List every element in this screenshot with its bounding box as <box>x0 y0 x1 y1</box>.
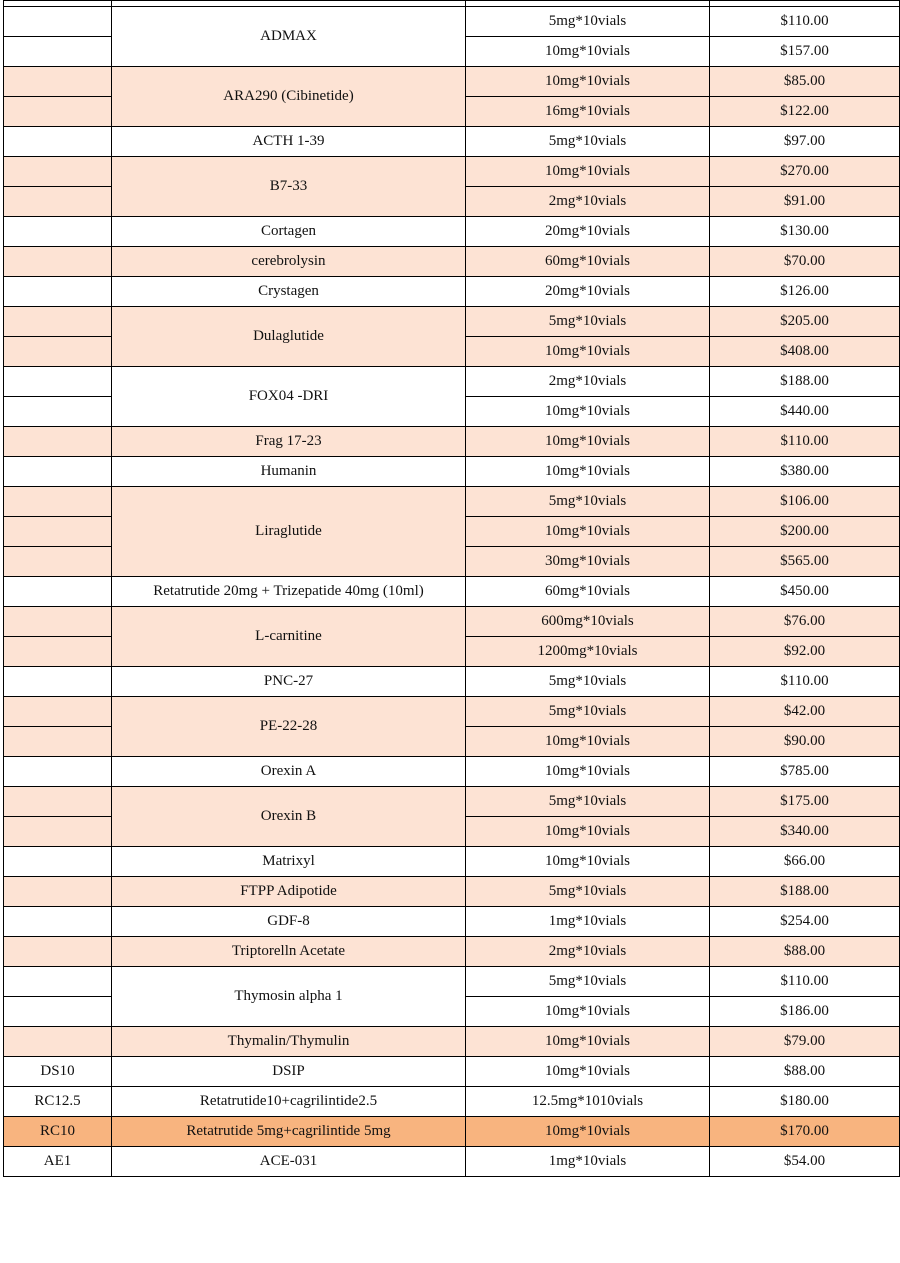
product-code-cell: DS10 <box>4 1057 112 1087</box>
table-row <box>4 217 900 247</box>
table-row <box>4 907 900 937</box>
product-code-cell <box>4 757 112 787</box>
spec-cell: 2mg*10vials <box>466 187 710 217</box>
price-cell: $42.00 <box>710 697 900 727</box>
product-name-cell: ACTH 1-39 <box>112 127 466 157</box>
product-name-cell: Liraglutide <box>112 487 466 577</box>
product-code-cell <box>4 817 112 847</box>
price-cell: $175.00 <box>710 787 900 817</box>
table-row <box>4 427 900 457</box>
product-name-cell: cerebrolysin <box>112 247 466 277</box>
product-code-cell <box>4 7 112 37</box>
price-cell: $110.00 <box>710 427 900 457</box>
product-code-cell <box>4 367 112 397</box>
spec-cell: 10mg*10vials <box>466 727 710 757</box>
product-code-cell <box>4 307 112 337</box>
product-code-cell <box>4 547 112 577</box>
spec-cell: 20mg*10vials <box>466 217 710 247</box>
spec-cell: 1200mg*10vials <box>466 637 710 667</box>
spec-cell: 1mg*10vials <box>466 907 710 937</box>
table-row <box>4 487 900 517</box>
spec-cell: 2mg*10vials <box>466 367 710 397</box>
price-cell: $340.00 <box>710 817 900 847</box>
product-name-cell: FOX04 -DRI <box>112 367 466 427</box>
price-cell: $92.00 <box>710 637 900 667</box>
price-cell: $270.00 <box>710 157 900 187</box>
product-code-cell <box>4 577 112 607</box>
product-name-cell: PE-22-28 <box>112 697 466 757</box>
product-name-cell: Thymalin/Thymulin <box>112 1027 466 1057</box>
spec-cell: 1mg*10vials <box>466 1147 710 1177</box>
product-name-cell: GDF-8 <box>112 907 466 937</box>
price-cell: $200.00 <box>710 517 900 547</box>
product-name-cell: Orexin A <box>112 757 466 787</box>
product-code-cell <box>4 427 112 457</box>
product-code-cell <box>4 487 112 517</box>
product-name-cell: Crystagen <box>112 277 466 307</box>
price-cell: $97.00 <box>710 127 900 157</box>
product-name-cell: Retatrutide10+cagrilintide2.5 <box>112 1087 466 1117</box>
product-code-cell <box>4 607 112 637</box>
spec-cell: 5mg*10vials <box>466 307 710 337</box>
spec-cell: 5mg*10vials <box>466 487 710 517</box>
spec-cell: 5mg*10vials <box>466 667 710 697</box>
product-name-cell: Dulaglutide <box>112 307 466 367</box>
price-cell: $186.00 <box>710 997 900 1027</box>
price-cell: $254.00 <box>710 907 900 937</box>
product-code-cell: RC12.5 <box>4 1087 112 1117</box>
spec-cell: 5mg*10vials <box>466 697 710 727</box>
price-cell: $110.00 <box>710 967 900 997</box>
spec-cell: 10mg*10vials <box>466 337 710 367</box>
product-code-cell <box>4 997 112 1027</box>
price-cell: $188.00 <box>710 877 900 907</box>
product-code-cell <box>4 697 112 727</box>
product-name-cell: Humanin <box>112 457 466 487</box>
product-code-cell <box>4 1027 112 1057</box>
price-cell: $106.00 <box>710 487 900 517</box>
spec-cell: 10mg*10vials <box>466 427 710 457</box>
table-row <box>4 697 900 727</box>
spec-cell: 10mg*10vials <box>466 997 710 1027</box>
table-row <box>4 847 900 877</box>
price-cell: $205.00 <box>710 307 900 337</box>
table-row <box>4 1057 900 1087</box>
price-cell: $66.00 <box>710 847 900 877</box>
spec-cell: 2mg*10vials <box>466 937 710 967</box>
table-row <box>4 1087 900 1117</box>
table-row <box>4 247 900 277</box>
price-table <box>3 0 900 1177</box>
product-name-cell: B7-33 <box>112 157 466 217</box>
price-cell: $126.00 <box>710 277 900 307</box>
price-cell: $85.00 <box>710 67 900 97</box>
product-code-cell <box>4 517 112 547</box>
product-name-cell: Retatrutide 5mg+cagrilintide 5mg <box>112 1117 466 1147</box>
table-row <box>4 667 900 697</box>
table-row <box>4 757 900 787</box>
spec-cell: 10mg*10vials <box>466 1117 710 1147</box>
table-row <box>4 277 900 307</box>
product-name-cell: Frag 17-23 <box>112 427 466 457</box>
product-code-cell <box>4 277 112 307</box>
spec-cell: 10mg*10vials <box>466 397 710 427</box>
price-cell: $79.00 <box>710 1027 900 1057</box>
product-code-cell <box>4 157 112 187</box>
price-cell: $110.00 <box>710 7 900 37</box>
table-row <box>4 877 900 907</box>
product-code-cell <box>4 247 112 277</box>
price-cell: $90.00 <box>710 727 900 757</box>
price-cell: $170.00 <box>710 1117 900 1147</box>
price-cell: $157.00 <box>710 37 900 67</box>
spec-cell: 5mg*10vials <box>466 787 710 817</box>
table-row <box>4 937 900 967</box>
spec-cell: 60mg*10vials <box>466 247 710 277</box>
product-code-cell <box>4 397 112 427</box>
product-code-cell <box>4 187 112 217</box>
spec-cell: 10mg*10vials <box>466 67 710 97</box>
spec-cell: 5mg*10vials <box>466 127 710 157</box>
spec-cell: 12.5mg*1010vials <box>466 1087 710 1117</box>
spec-cell: 10mg*10vials <box>466 817 710 847</box>
product-name-cell: Cortagen <box>112 217 466 247</box>
price-cell: $122.00 <box>710 97 900 127</box>
price-cell: $565.00 <box>710 547 900 577</box>
spec-cell: 16mg*10vials <box>466 97 710 127</box>
product-name-cell: PNC-27 <box>112 667 466 697</box>
price-cell: $76.00 <box>710 607 900 637</box>
price-cell: $440.00 <box>710 397 900 427</box>
product-code-cell <box>4 847 112 877</box>
product-code-cell <box>4 937 112 967</box>
product-code-cell <box>4 127 112 157</box>
price-cell: $130.00 <box>710 217 900 247</box>
price-cell: $188.00 <box>710 367 900 397</box>
spec-cell: 10mg*10vials <box>466 757 710 787</box>
product-code-cell: RC10 <box>4 1117 112 1147</box>
product-code-cell <box>4 217 112 247</box>
product-name-cell: Orexin B <box>112 787 466 847</box>
spec-cell: 10mg*10vials <box>466 1027 710 1057</box>
spec-cell: 10mg*10vials <box>466 1057 710 1087</box>
product-code-cell <box>4 727 112 757</box>
product-name-cell: ARA290 (Cibinetide) <box>112 67 466 127</box>
spec-cell: 600mg*10vials <box>466 607 710 637</box>
spec-cell: 60mg*10vials <box>466 577 710 607</box>
spec-cell: 10mg*10vials <box>466 847 710 877</box>
table-row <box>4 577 900 607</box>
product-code-cell <box>4 967 112 997</box>
table-row <box>4 307 900 337</box>
spec-cell: 5mg*10vials <box>466 967 710 997</box>
table-row <box>4 1147 900 1177</box>
price-cell: $88.00 <box>710 937 900 967</box>
price-cell: $180.00 <box>710 1087 900 1117</box>
price-cell: $450.00 <box>710 577 900 607</box>
product-code-cell: AE1 <box>4 1147 112 1177</box>
table-row <box>4 967 900 997</box>
product-code-cell <box>4 67 112 97</box>
product-code-cell <box>4 637 112 667</box>
product-name-cell: Thymosin alpha 1 <box>112 967 466 1027</box>
table-row <box>4 127 900 157</box>
product-code-cell <box>4 97 112 127</box>
spec-cell: 10mg*10vials <box>466 517 710 547</box>
product-code-cell <box>4 907 112 937</box>
product-code-cell <box>4 37 112 67</box>
spec-cell: 5mg*10vials <box>466 877 710 907</box>
spec-cell: 10mg*10vials <box>466 157 710 187</box>
product-name-cell: ADMAX <box>112 7 466 67</box>
product-code-cell <box>4 337 112 367</box>
table-row <box>4 607 900 637</box>
product-name-cell: FTPP Adipotide <box>112 877 466 907</box>
product-name-cell: Retatrutide 20mg + Trizepatide 40mg (10ml) <box>112 577 466 607</box>
price-cell: $88.00 <box>710 1057 900 1087</box>
table-row <box>4 67 900 97</box>
product-code-cell <box>4 787 112 817</box>
table-row <box>4 1117 900 1147</box>
spec-cell: 5mg*10vials <box>466 7 710 37</box>
product-code-cell <box>4 457 112 487</box>
table-row <box>4 787 900 817</box>
price-cell: $91.00 <box>710 187 900 217</box>
table-row <box>4 7 900 37</box>
table-row <box>4 157 900 187</box>
price-cell: $70.00 <box>710 247 900 277</box>
spec-cell: 10mg*10vials <box>466 37 710 67</box>
price-cell: $408.00 <box>710 337 900 367</box>
price-cell: $54.00 <box>710 1147 900 1177</box>
spec-cell: 20mg*10vials <box>466 277 710 307</box>
table-row <box>4 1027 900 1057</box>
price-cell: $785.00 <box>710 757 900 787</box>
product-code-cell <box>4 667 112 697</box>
price-table-body <box>4 1 900 1177</box>
spec-cell: 10mg*10vials <box>466 457 710 487</box>
product-name-cell: Triptorelln Acetate <box>112 937 466 967</box>
product-name-cell: DSIP <box>112 1057 466 1087</box>
price-cell: $110.00 <box>710 667 900 697</box>
product-name-cell: L-carnitine <box>112 607 466 667</box>
product-name-cell: ACE-031 <box>112 1147 466 1177</box>
product-name-cell: Matrixyl <box>112 847 466 877</box>
spec-cell: 30mg*10vials <box>466 547 710 577</box>
price-cell: $380.00 <box>710 457 900 487</box>
table-row <box>4 457 900 487</box>
product-code-cell <box>4 877 112 907</box>
table-row <box>4 367 900 397</box>
